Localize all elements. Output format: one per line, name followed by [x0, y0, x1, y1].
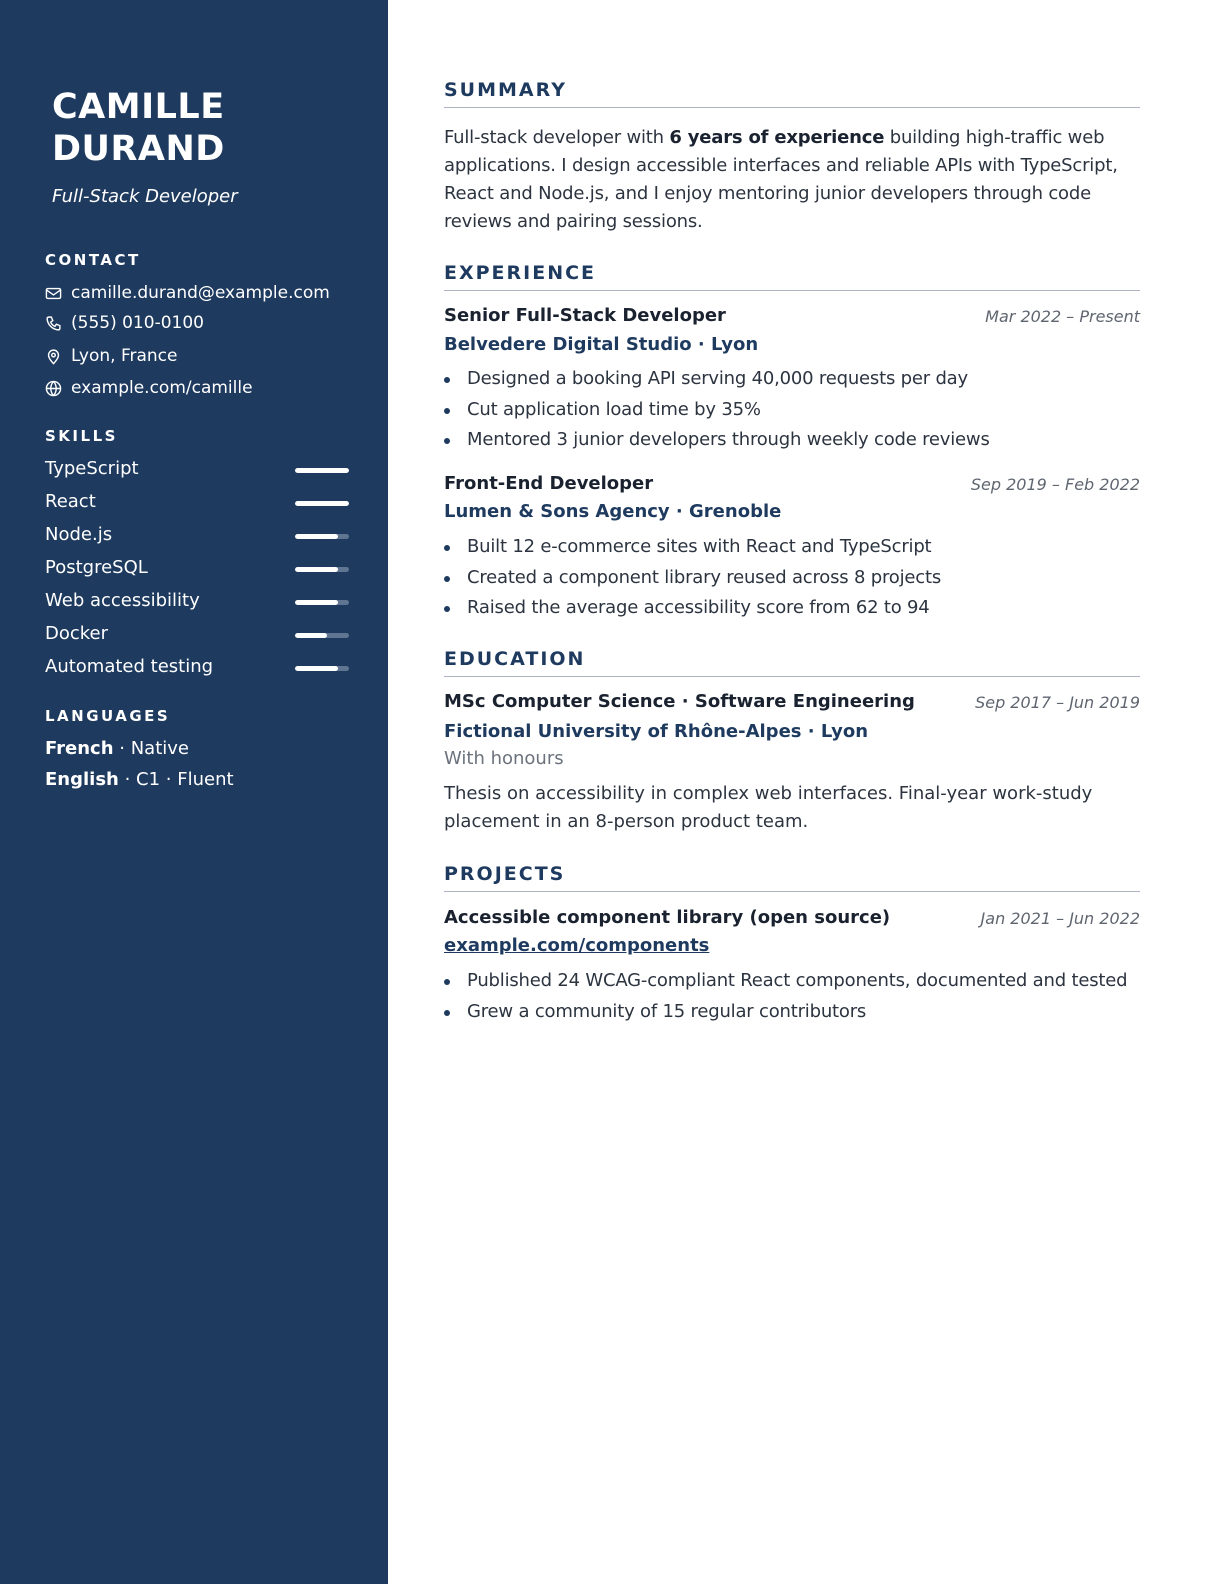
- job-title: Front-End Developer: [444, 473, 654, 494]
- skill-level-fill: [295, 501, 349, 506]
- list-item: Created a component library reused across 8 projects: [444, 566, 1140, 597]
- skill-level-bar: [295, 567, 349, 572]
- contact-phone[interactable]: [45, 312, 204, 334]
- job-dates: Sep 2019 – Feb 2022: [970, 475, 1140, 494]
- contact-email[interactable]: [45, 282, 330, 304]
- skill-level-fill: [295, 666, 338, 671]
- language-item: [45, 738, 189, 759]
- skill-item: [45, 590, 349, 614]
- skill-level-bar: [295, 600, 349, 605]
- experience-heading: EXPERIENCE: [444, 262, 1140, 291]
- contact-heading: CONTACT: [45, 251, 141, 269]
- location-pin-icon: [45, 348, 62, 365]
- summary-highlight: 6 years of experience: [669, 127, 885, 148]
- job-bullets: [444, 535, 1140, 627]
- skill-level-bar: [295, 633, 349, 638]
- skill-item: [45, 557, 349, 581]
- project-link[interactable]: example.com/components: [444, 935, 710, 956]
- contact-website[interactable]: [45, 377, 253, 399]
- skill-level-fill: [295, 633, 327, 638]
- phone-icon: [45, 315, 62, 332]
- skill-item: [45, 623, 349, 647]
- skill-level-fill: [295, 567, 338, 572]
- skill-level-bar: [295, 534, 349, 539]
- project-bullets: [444, 969, 1140, 1030]
- languages-heading: LANGUAGES: [45, 707, 171, 725]
- language-level: · C1 · Fluent: [124, 769, 234, 790]
- school-name: Fictional University of Rhône-Alpes · Lyon: [444, 721, 869, 742]
- globe-icon: [45, 380, 62, 397]
- location-text: Lyon, France: [71, 346, 178, 366]
- honours-note: With honours: [444, 748, 564, 769]
- skill-item: [45, 491, 349, 515]
- first-name: CAMILLE: [52, 87, 225, 127]
- language-name: French: [45, 738, 114, 759]
- education-description: Thesis on accessibility in complex web interfaces. Final-year work-study placement in an 8-person product team.: [444, 783, 1093, 832]
- degree-title: MSc Computer Science · Software Engineering: [444, 691, 915, 712]
- skills-heading: SKILLS: [45, 427, 118, 445]
- email-text: camille.durand@example.com: [71, 283, 330, 303]
- skill-item: [45, 524, 349, 548]
- skill-name: Web accessibility: [45, 590, 200, 611]
- skill-name: Automated testing: [45, 656, 214, 677]
- job-company: Lumen & Sons Agency · Grenoble: [444, 501, 782, 522]
- summary-text: Full-stack developer with 6 years of experience building high-traffic web applications. I design accessible interfaces and reliable APIs with TypeScript, React and Node.js, and I enjoy mentoring junior developers through code reviews and pairing sessions.: [444, 127, 1118, 232]
- skill-level-bar: [295, 666, 349, 671]
- skill-level-fill: [295, 534, 338, 539]
- skill-level-bar: [295, 468, 349, 473]
- list-item: Raised the average accessibility score from 62 to 94: [444, 596, 1140, 627]
- list-item: Designed a booking API serving 40,000 requests per day: [444, 367, 1140, 398]
- skill-name: React: [45, 491, 96, 512]
- skill-level-fill: [295, 468, 349, 473]
- job-role: Full-Stack Developer: [52, 186, 238, 207]
- job-title: Senior Full-Stack Developer: [444, 305, 726, 326]
- contact-location: [45, 345, 177, 367]
- skill-item: [45, 656, 349, 680]
- last-name: DURAND: [52, 129, 225, 169]
- job-bullets: [444, 367, 1140, 459]
- website-text: example.com/camille: [71, 378, 253, 398]
- skill-level-fill: [295, 600, 338, 605]
- job-dates: Mar 2022 – Present: [985, 307, 1140, 326]
- skill-level-bar: [295, 501, 349, 506]
- skill-name: TypeScript: [45, 458, 139, 479]
- list-item: Cut application load time by 35%: [444, 398, 1140, 429]
- language-name: English: [45, 769, 119, 790]
- sidebar: [0, 0, 388, 1584]
- candidate-name: [52, 86, 225, 170]
- skill-name: Docker: [45, 623, 109, 644]
- skill-name: Node.js: [45, 524, 113, 545]
- project-dates: Jan 2021 – Jun 2022: [980, 909, 1140, 928]
- project-title: Accessible component library (open source): [444, 907, 891, 928]
- skill-name: PostgreSQL: [45, 557, 148, 578]
- list-item: Mentored 3 junior developers through weekly code reviews: [444, 428, 1140, 459]
- mail-icon: [45, 285, 62, 302]
- summary-heading: SUMMARY: [444, 79, 1140, 108]
- list-item: Built 12 e-commerce sites with React and TypeScript: [444, 535, 1140, 566]
- projects-heading: PROJECTS: [444, 863, 1140, 892]
- skill-item: [45, 458, 349, 482]
- education-heading: EDUCATION: [444, 648, 1140, 677]
- language-item: [45, 769, 234, 790]
- list-item: Published 24 WCAG-compliant React components, documented and tested: [444, 969, 1140, 1000]
- list-item: Grew a community of 15 regular contributors: [444, 1000, 1140, 1031]
- language-level: · Native: [119, 738, 189, 759]
- job-company: Belvedere Digital Studio · Lyon: [444, 334, 759, 355]
- phone-text: (555) 010-0100: [71, 313, 204, 333]
- education-dates: Sep 2017 – Jun 2019: [975, 693, 1140, 712]
